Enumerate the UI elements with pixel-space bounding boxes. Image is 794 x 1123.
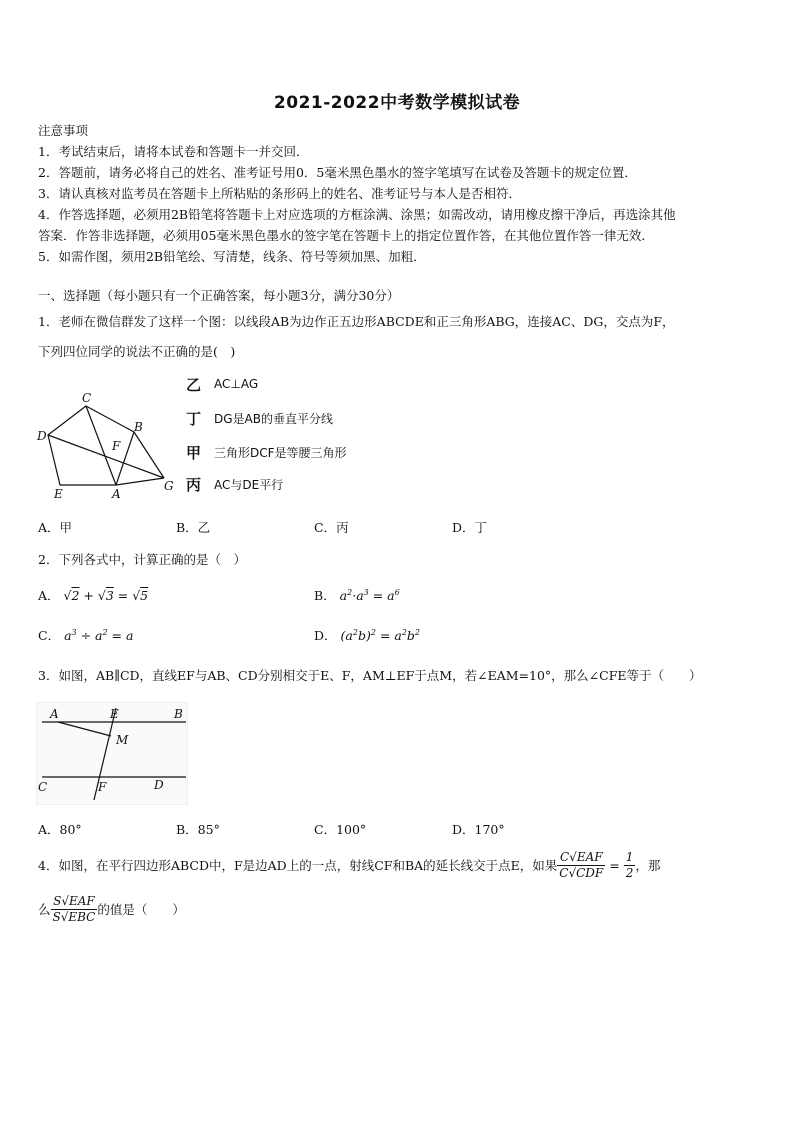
option-c[interactable]: C．丙: [314, 520, 349, 535]
section-heading: 一、选择题（每小题只有一个正确答案，每小题3分，满分30分）: [38, 288, 400, 303]
formula-c: $a^3 \div a^2 = a$: [64, 627, 134, 643]
statement-ding: [186, 406, 333, 430]
question-2-options-row1: [38, 586, 760, 612]
notice-section: [38, 120, 760, 267]
fraction-perimeter-ratio: [557, 850, 605, 881]
question-3-options: [38, 820, 760, 842]
question-1-stem: [38, 311, 760, 362]
segment-dg: [48, 435, 164, 478]
parallel-lines-figure: [36, 702, 188, 805]
notice-item-2: 2．答题前，请务必将自己的姓名、准考证号用0．5毫米黑色墨水的签字笔填写在试卷及答题卡的规定位置．: [38, 165, 637, 180]
question-4-stem-start: 4．如图，在平行四边形ABCD中，F是边AD上的一点，射线CF和BA的延长线交于点E，如果: [38, 857, 558, 873]
notice-item-3: 3．请认真核对监考员在答题卡上所粘贴的条形码上的姓名、准考证号与本人是否相符．: [38, 186, 521, 201]
question-4-line2-end: 的值是（ ）: [97, 901, 185, 917]
statement-bing: [186, 472, 283, 496]
question-1-line2: 下列四位同学的说法不正确的是( ): [38, 344, 236, 359]
fraction-denominator: 2: [625, 865, 634, 880]
label-m: M: [116, 733, 129, 747]
question-2-stem: 2．下列各式中，计算正确的是（ ）: [38, 552, 246, 567]
label-b: B: [174, 707, 183, 721]
option-b[interactable]: B．乙: [176, 520, 211, 535]
equals-sign: =: [609, 857, 620, 873]
option-d[interactable]: D．170°: [452, 822, 505, 837]
option-a[interactable]: A．80°: [38, 822, 82, 837]
question-3-stem: 3．如图，AB∥CD，直线EF与AB、CD分别相交于E、F，AM⊥EF于点M，若∠EAM=10°，那么∠CFE等于（ ）: [38, 668, 702, 683]
statement-yi: [186, 372, 258, 396]
question-4-line2-start: 么: [38, 901, 51, 917]
fraction-area-ratio: [51, 894, 98, 925]
fraction-numerator: S√EAF: [51, 894, 98, 910]
label-a: A: [50, 707, 59, 721]
label-e: E: [54, 487, 63, 500]
formula-d: $(a^2b)^2 = a^2b^2$: [340, 627, 421, 643]
label-f: F: [98, 780, 107, 794]
statement-text: DG是AB的垂直平分线: [214, 411, 333, 426]
notice-item-4-cont: 答案．作答非选择题，必须用05毫米黑色墨水的签字笔在答题卡上的指定位置作答，在其他位置作答一律无效．: [38, 228, 654, 243]
label-f: F: [112, 439, 121, 453]
fraction-numerator: C√EAF: [557, 850, 605, 866]
label-d: D: [37, 429, 47, 443]
segment-ag: [116, 478, 164, 485]
label-c: C: [82, 391, 92, 405]
fraction-one-half: [624, 850, 636, 881]
statement-text: 三角形DCF是等腰三角形: [214, 445, 347, 460]
option-b-label: B．: [314, 588, 336, 603]
option-a[interactable]: [38, 586, 148, 604]
option-b[interactable]: [314, 586, 400, 604]
notice-item-4: 4．作答选择题，必须用2B铅笔将答题卡上对应选项的方框涂满、涂黑；如需改动，请用橡皮擦干净后，再选涂其他: [38, 207, 676, 222]
fraction-numerator: 1: [625, 849, 634, 864]
question-4-stem-end: ，那: [635, 857, 661, 873]
question-1-options: [38, 518, 760, 540]
statement-key: 甲: [186, 443, 202, 462]
fraction-denominator: S√EBC: [52, 909, 96, 924]
question-4-line2: [38, 890, 760, 928]
label-g: G: [164, 479, 174, 493]
statement-text: AC⊥AG: [214, 377, 259, 391]
statement-text: AC与DE平行: [214, 477, 284, 492]
label-d: D: [154, 778, 164, 792]
option-d[interactable]: [314, 626, 420, 644]
option-c[interactable]: C．100°: [314, 822, 367, 837]
notice-heading: 注意事项: [38, 123, 89, 138]
option-c-label: C．: [38, 628, 61, 643]
label-c: C: [38, 780, 48, 794]
notice-item-5: 5．如需作图，须用2B铅笔绘、写清楚，线条、符号等须加黑、加粗．: [38, 249, 426, 264]
notice-item-1: 1．考试结束后，请将本试卷和答题卡一并交回．: [38, 144, 309, 159]
question-4-line1: [38, 846, 760, 884]
option-b[interactable]: B．85°: [176, 822, 220, 837]
option-d[interactable]: D．丁: [452, 520, 488, 535]
segment-bg: [134, 432, 164, 478]
statement-key: 丙: [186, 475, 202, 494]
fraction-denominator: C√CDF: [559, 865, 604, 880]
statement-key: 乙: [186, 375, 202, 394]
question-1-line1: 1．老师在微信群发了这样一个图：以线段AB为边作正五边形ABCDE和正三角形ABG，连接AC、DG，交点为F，: [38, 314, 675, 329]
option-c[interactable]: [38, 626, 133, 644]
formula-a: √2 + √3 = √5: [63, 588, 149, 603]
page-title: 2021-2022中考数学模拟试卷: [273, 93, 521, 113]
formula-b: $a^2\cdot a^3 = a^6$: [339, 587, 400, 603]
label-b: B: [134, 420, 143, 434]
question-2-options-row2: [38, 626, 760, 652]
option-a[interactable]: A．甲: [38, 520, 73, 535]
pentagon-figure: [34, 388, 184, 500]
statement-key: 丁: [186, 409, 202, 428]
option-d-label: D．: [314, 628, 337, 643]
option-a-label: A．: [38, 588, 60, 603]
label-e: E: [110, 707, 119, 721]
label-a: A: [112, 487, 121, 500]
statement-jia: [186, 440, 347, 464]
